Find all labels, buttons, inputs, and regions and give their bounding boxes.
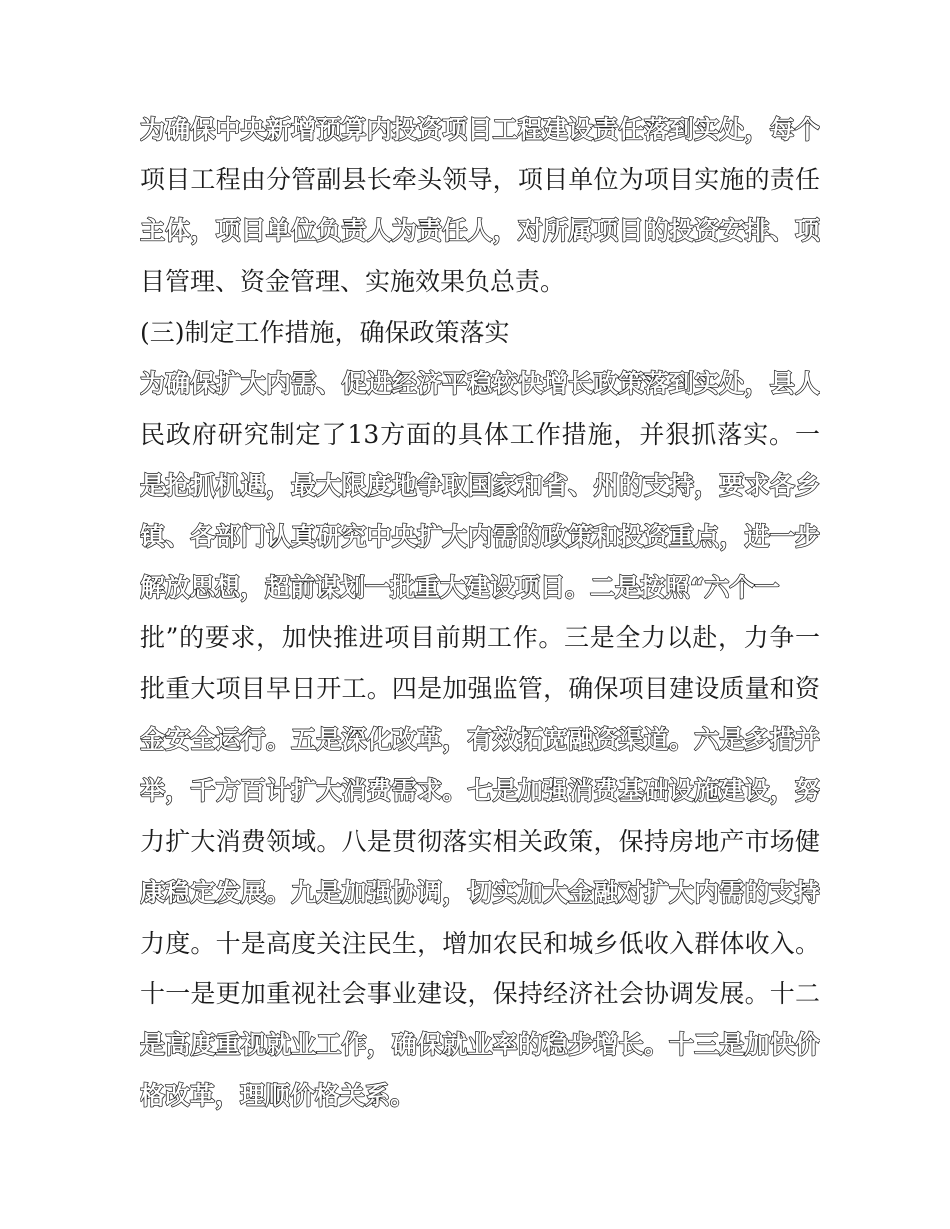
text-line-10: 解放思想，超前谋划一批重大建设项目。二是按照“六个一 — [140, 573, 780, 602]
text-line-12: 批重大项目早日开工。四是加强监管，确保项目建设质量和资 — [140, 674, 820, 703]
text-line-20: 格改革，理顺价格关系。 — [140, 1081, 416, 1110]
text-line-17: 力度。十是高度关注民生，增加农民和城乡低收入群体收入。 — [140, 929, 820, 958]
text-line-2: 项目工程由分管副县长牵头领导，项目单位为项目实施的责任 — [140, 165, 820, 194]
text-line-4: 目管理、资金管理、实施效果负总责。 — [140, 267, 566, 296]
text-line-8: 是抢抓机遇，最大限度地争取国家和省、州的支持，要求各乡 — [140, 471, 820, 500]
text-line-16: 康稳定发展。九是加强协调，切实加大金融对扩大内需的支持 — [140, 878, 820, 907]
text-line-7: 民政府研究制定了13方面的具体工作措施，并狠抓落实。一 — [140, 420, 820, 449]
section-heading: (三)制定工作措施，确保政策落实 — [140, 318, 510, 347]
text-line-11: 批”的要求，加快推进项目前期工作。三是全力以赴，力争一 — [140, 623, 820, 652]
text-line-9: 镇、各部门认真研究中央扩大内需的政策和投资重点，进一步 — [140, 522, 820, 551]
text-line-18: 十一是更加重视社会事业建设，保持经济社会协调发展。十二 — [140, 979, 820, 1008]
text-line-13: 金安全运行。五是深化改革，有效拓宽融资渠道。六是多措并 — [140, 725, 820, 754]
text-line-6: 为确保扩大内需、促进经济平稳较快增长政策落到实处，县人 — [140, 369, 820, 398]
text-line-15: 力扩大消费领域。八是贯彻落实相关政策，保持房地产市场健 — [140, 827, 820, 856]
text-line-14: 举，千方百计扩大消费需求。七是加强消费基础设施建设，努 — [140, 776, 820, 805]
text-line-19: 是高度重视就业工作，确保就业率的稳步增长。十三是加快价 — [140, 1030, 820, 1059]
text-line-3: 主体，项目单位负责人为责任人，对所属项目的投资安排、项 — [140, 216, 820, 245]
text-line-1: 为确保中央新增预算内投资项目工程建设责任落到实处，每个 — [140, 115, 820, 144]
